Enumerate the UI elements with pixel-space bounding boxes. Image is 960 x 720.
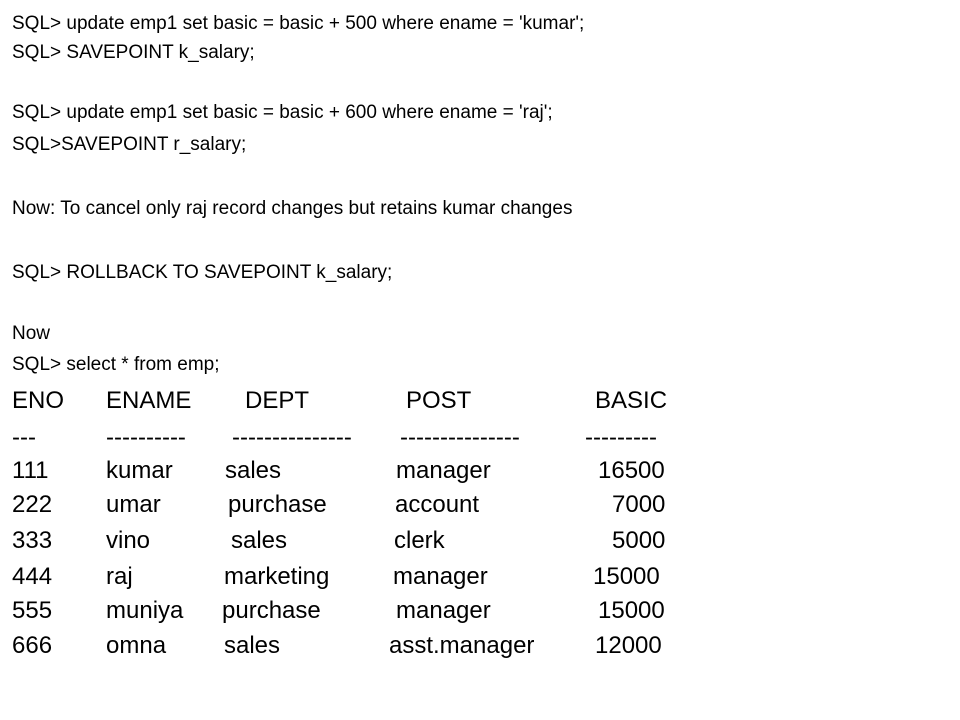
cell-dept: purchase — [228, 491, 327, 518]
separator-ename: ---------- — [106, 424, 186, 451]
cell-basic: 7000 — [612, 491, 666, 518]
sql-rollback-line: SQL> ROLLBACK TO SAVEPOINT k_salary; — [12, 262, 393, 283]
header-post: POST — [406, 387, 472, 414]
cell-eno: 555 — [12, 597, 53, 624]
explanation-line: Now: To cancel only raj record changes but retains kumar changes — [12, 198, 573, 219]
cell-basic: 12000 — [595, 632, 662, 659]
header-eno: ENO — [12, 387, 65, 414]
cell-ename: kumar — [106, 457, 173, 484]
cell-eno: 333 — [12, 527, 53, 554]
cell-dept: sales — [225, 457, 282, 484]
cell-ename: muniya — [106, 597, 184, 624]
cell-ename: umar — [106, 491, 161, 518]
separator-eno: --- — [12, 424, 36, 451]
cell-dept: sales — [224, 632, 281, 659]
sql-savepoint-r-line: SQL>SAVEPOINT r_salary; — [12, 134, 247, 155]
header-dept: DEPT — [245, 387, 310, 414]
cell-ename: vino — [106, 527, 151, 554]
header-ename: ENAME — [106, 387, 192, 414]
cell-ename: raj — [106, 563, 133, 590]
cell-post: manager — [396, 457, 491, 484]
header-basic: BASIC — [595, 387, 668, 414]
cell-basic: 15000 — [598, 597, 665, 624]
cell-post: manager — [396, 597, 491, 624]
cell-post: manager — [393, 563, 488, 590]
cell-dept: purchase — [222, 597, 321, 624]
cell-post: account — [395, 491, 480, 518]
cell-basic: 16500 — [598, 457, 665, 484]
cell-eno: 666 — [12, 632, 53, 659]
cell-eno: 111 — [12, 457, 49, 484]
cell-post: clerk — [394, 527, 445, 554]
cell-eno: 222 — [12, 491, 53, 518]
sql-update-kumar-line: SQL> update emp1 set basic = basic + 500 where ename = 'kumar'; — [12, 13, 585, 34]
separator-dept: --------------- — [232, 424, 352, 451]
cell-dept: sales — [231, 527, 288, 554]
separator-post: --------------- — [400, 424, 520, 451]
cell-eno: 444 — [12, 563, 53, 590]
cell-dept: marketing — [224, 563, 330, 590]
cell-basic: 5000 — [612, 527, 666, 554]
cell-post: asst.manager — [389, 632, 535, 659]
cell-ename: omna — [106, 632, 167, 659]
now-label: Now — [12, 323, 51, 344]
sql-update-raj-line: SQL> update emp1 set basic = basic + 600 where ename = 'raj'; — [12, 102, 553, 123]
sql-savepoint-k-line: SQL> SAVEPOINT k_salary; — [12, 42, 255, 63]
sql-select-line: SQL> select * from emp; — [12, 354, 220, 375]
separator-basic: --------- — [585, 424, 657, 451]
cell-basic: 15000 — [593, 563, 660, 590]
